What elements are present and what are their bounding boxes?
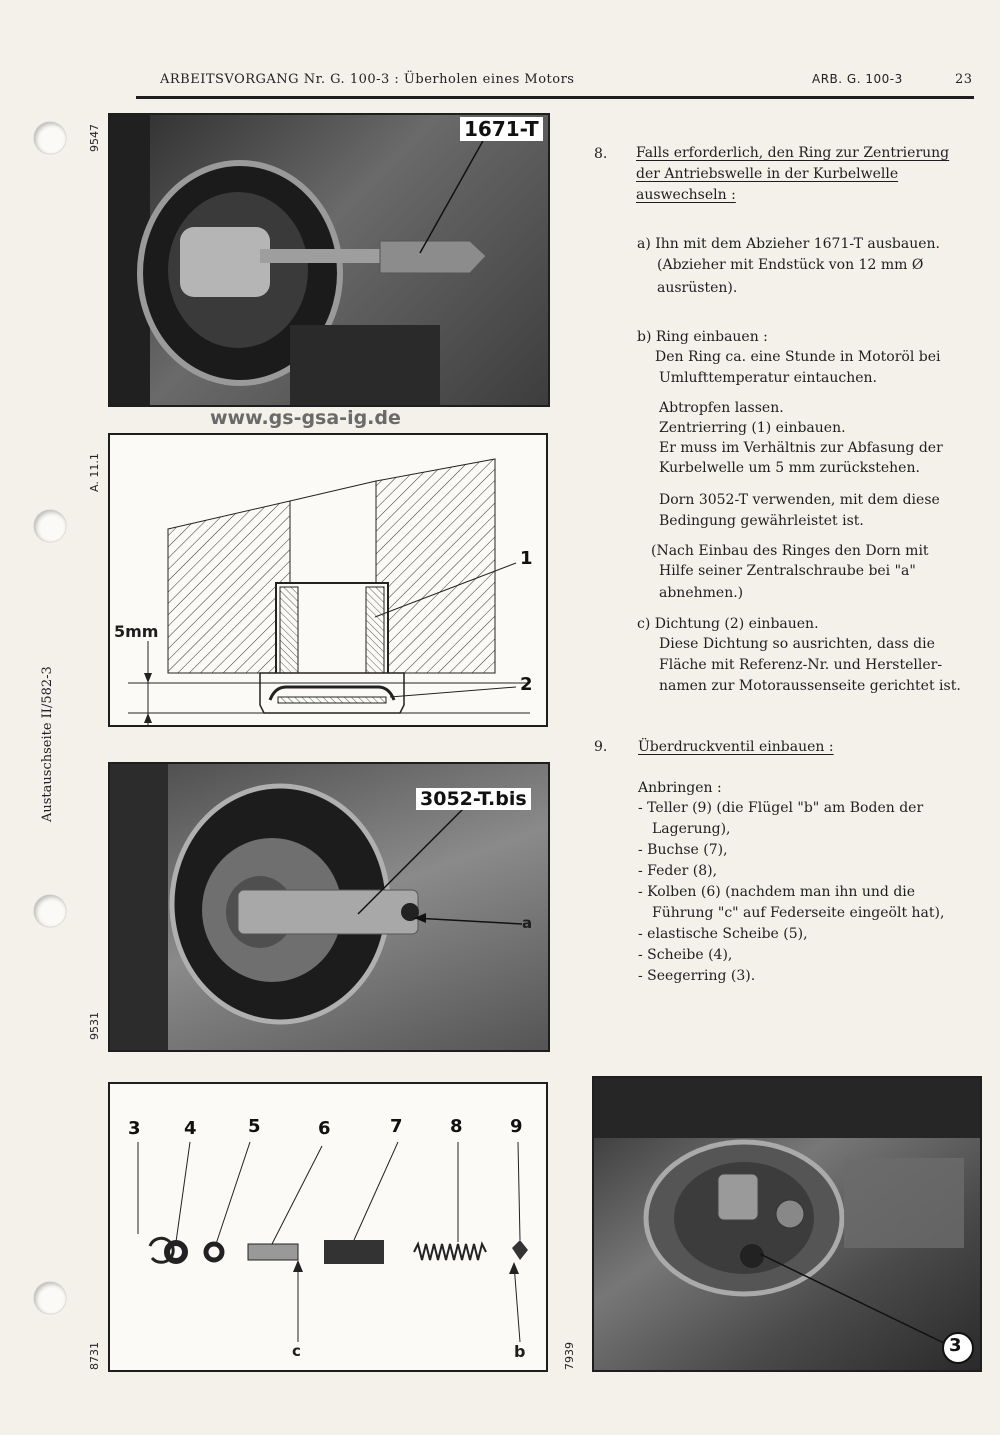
step-b-line-4: Abtropfen lassen. — [659, 400, 784, 416]
step-b-line-7: Kurbelwelle um 5 mm zurückstehen. — [659, 460, 920, 476]
punch-hole — [34, 122, 66, 154]
tool-label-1671: 1671-T — [460, 117, 543, 141]
figure-ring-section-diagram — [108, 433, 548, 727]
list-item: - Buchse (7), — [638, 842, 728, 858]
figure-number: 9547 — [88, 124, 101, 152]
step-a-line-3: ausrüsten). — [657, 280, 738, 296]
list-item: - Seegerring (3). — [638, 968, 756, 984]
step-b-line-8: Dorn 3052-T verwenden, mit dem diese — [659, 492, 940, 508]
part-number-6: 6 — [318, 1118, 331, 1139]
note-line-1: (Nach Einbau des Ringes den Dorn mit — [651, 543, 929, 559]
part-number-7: 7 — [390, 1116, 403, 1137]
replacement-page-label: Austauschseite II/582-3 — [40, 666, 55, 822]
section-9-intro: Anbringen : — [638, 780, 722, 796]
note-line-2: Hilfe seiner Zentralschraube bei "a" — [659, 563, 916, 579]
section-8-number: 8. — [594, 146, 608, 162]
part-number-4: 4 — [184, 1118, 197, 1139]
step-c-line-3: Fläche mit Referenz-Nr. und Hersteller- — [659, 657, 943, 673]
list-item: - elastische Scheibe (5), — [638, 926, 808, 942]
note-line-3: abnehmen.) — [659, 585, 744, 601]
list-item: - Scheibe (4), — [638, 947, 733, 963]
callout-2: 2 — [520, 674, 533, 695]
watermark-url: www.gs-gsa-ig.de — [210, 407, 401, 429]
header-operation-title: ARBEITSVORGANG Nr. G. 100-3 : Überholen eines Motors — [160, 72, 575, 87]
step-c-line-2: Diese Dichtung so ausrichten, dass die — [659, 636, 935, 652]
step-b-line-6: Er muss im Verhältnis zur Abfasung der — [659, 440, 943, 456]
figure-puller-photo — [108, 113, 550, 407]
list-item: - Feder (8), — [638, 863, 718, 879]
list-item: - Kolben (6) (nachdem man ihn und die Führung "c" auf Federseite eingeölt hat), — [638, 884, 945, 921]
part-number-3: 3 — [128, 1118, 141, 1139]
punch-hole — [34, 895, 66, 927]
figure-valve-installed-photo — [592, 1076, 982, 1372]
callout-b: b — [514, 1342, 526, 1361]
step-b-line-9: Bedingung gewährleistet ist. — [659, 513, 864, 529]
puller-photo-illustration — [110, 115, 548, 405]
punch-hole — [34, 510, 66, 542]
header-operation-code: ARB. G. 100-3 — [812, 72, 903, 86]
ring-section-drawing — [110, 435, 546, 725]
step-a-line-2: (Abzieher mit Endstück von 12 mm Ø — [657, 257, 924, 273]
step-b-line-2: Den Ring ca. eine Stunde in Motoröl bei — [655, 349, 941, 365]
step-b-line-5: Zentrierring (1) einbauen. — [659, 420, 846, 436]
section-9-title: Überdruckventil einbauen : — [638, 739, 834, 755]
callout-3: 3 — [949, 1335, 962, 1356]
step-c-line-4: namen zur Motoraussenseite gerichtet ist. — [659, 678, 961, 694]
list-item: - Teller (9) (die Flügel "b" am Boden der Lagerung), — [638, 800, 924, 837]
callout-1: 1 — [520, 548, 533, 569]
dimension-label-5mm: 5mm — [114, 622, 159, 641]
section-9-steps — [638, 798, 956, 987]
step-b-line-3: Umlufttemperatur eintauchen. — [659, 370, 878, 386]
callout-c: c — [292, 1342, 301, 1360]
part-number-5: 5 — [248, 1116, 261, 1137]
figure-number: 9531 — [88, 1012, 101, 1040]
punch-hole — [34, 1282, 66, 1314]
step-c-line-1: c) Dichtung (2) einbauen. — [637, 616, 819, 632]
page-number: 23 — [955, 72, 973, 87]
part-number-9: 9 — [510, 1116, 523, 1137]
step-b-line-1: b) Ring einbauen : — [637, 329, 768, 345]
figure-number: 7939 — [563, 1342, 576, 1370]
figure-number: 8731 — [88, 1342, 101, 1370]
section-9-number: 9. — [594, 739, 608, 755]
part-number-8: 8 — [450, 1116, 463, 1137]
section-8-title-line-1: Falls erforderlich, den Ring zur Zentrierung — [636, 145, 950, 161]
section-8-title-line-3: auswechseln : — [636, 187, 736, 203]
callout-a: a — [522, 914, 533, 932]
figure-number: A. 11.1 — [88, 453, 101, 492]
step-a-line-1: a) Ihn mit dem Abzieher 1671-T ausbauen. — [637, 236, 941, 252]
engine-photo-illustration — [594, 1078, 980, 1370]
section-8-title-line-2: der Antriebswelle in der Kurbelwelle — [636, 166, 899, 182]
header-rule — [136, 96, 974, 99]
tool-label-3052: 3052-T.bis — [416, 788, 531, 810]
